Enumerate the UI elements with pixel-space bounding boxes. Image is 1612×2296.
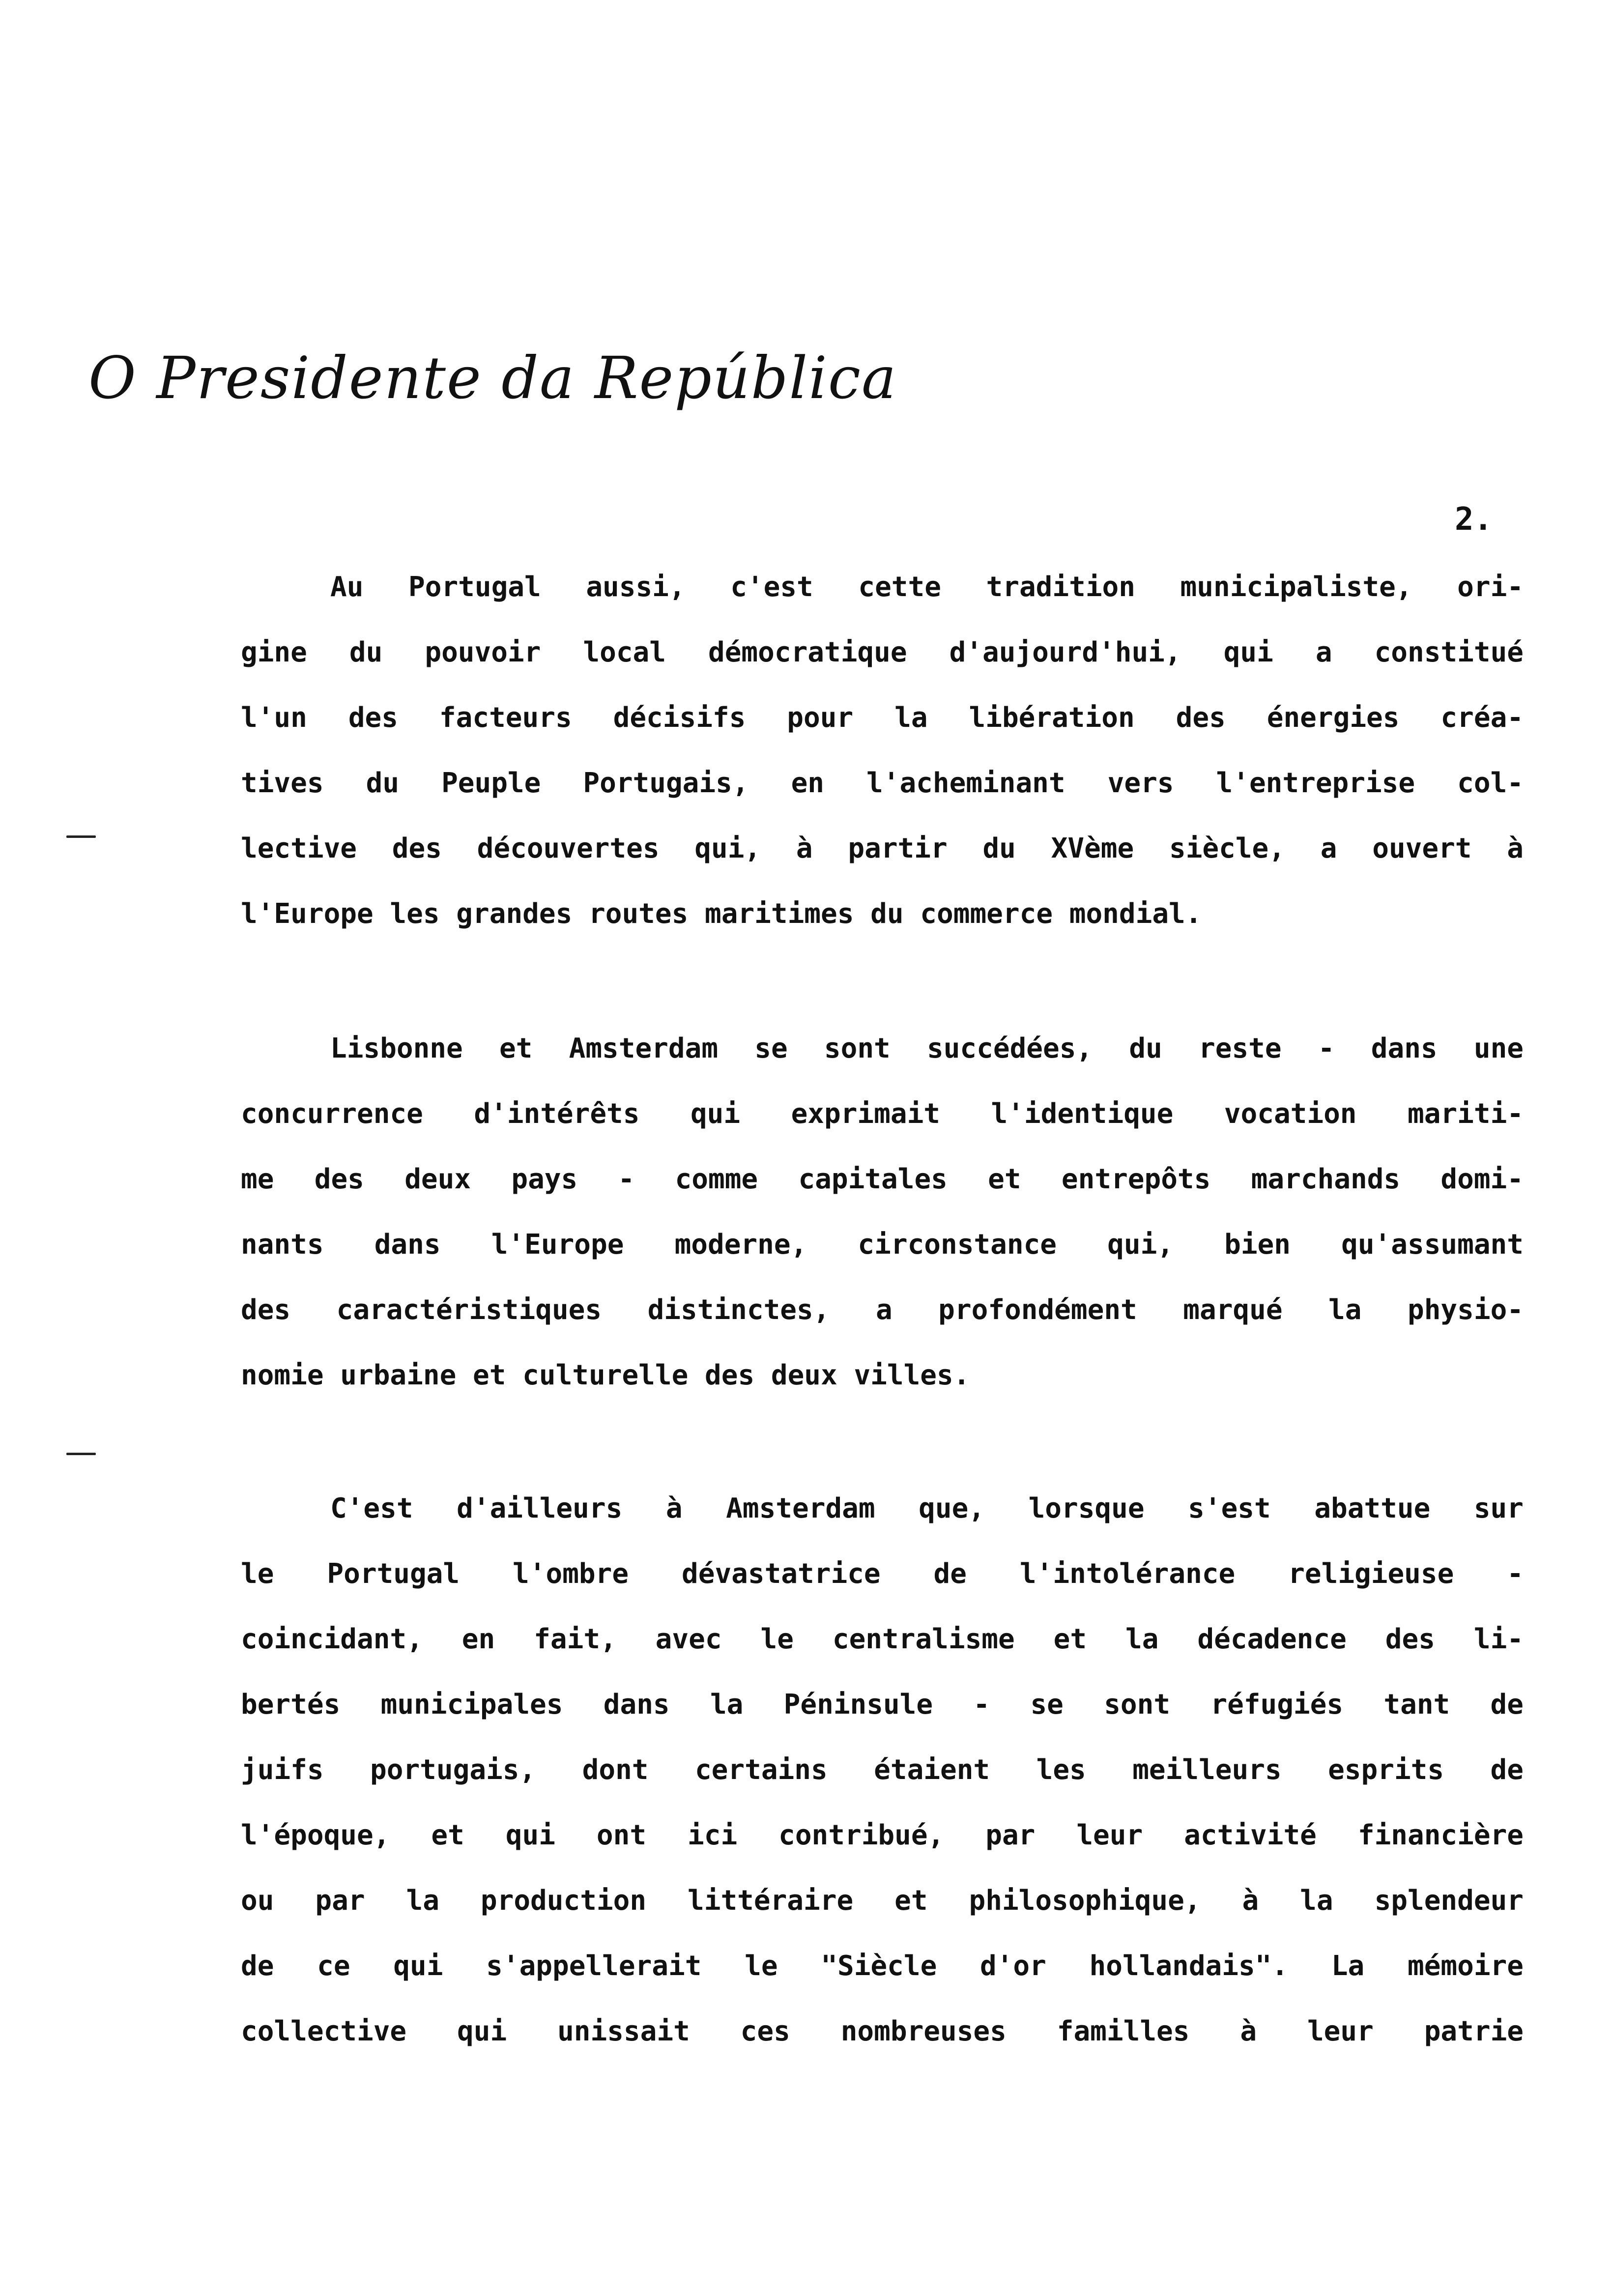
paragraph-2 [241, 1016, 1524, 1408]
letterhead-title: O Presidente da República [88, 344, 897, 412]
text-line: de ce qui s'appellerait le "Siècle d'or hollandais". La mémoire [241, 1950, 1524, 1982]
text-line: l'un des facteurs décisifs pour la libération des énergies créa- [241, 702, 1524, 734]
text-line: gine du pouvoir local démocratique d'aujourd'hui, qui a constitué [241, 636, 1524, 668]
text-line: nants dans l'Europe moderne, circonstance qui, bien qu'assumant [241, 1229, 1524, 1261]
paragraph-1 [241, 554, 1524, 947]
text-line: C'est d'ailleurs à Amsterdam que, lorsque s'est abattue sur [330, 1492, 1524, 1524]
text-line: tives du Peuple Portugais, en l'acheminant vers l'entreprise col- [241, 767, 1524, 799]
text-line: ou par la production littéraire et philosophique, à la splendeur [241, 1885, 1524, 1917]
margin-mark [66, 835, 96, 838]
page-number: 2. [1455, 501, 1493, 538]
text-line: Lisbonne et Amsterdam se sont succédées, du reste - dans une [330, 1033, 1524, 1064]
text-line: bertés municipales dans la Péninsule - se sont réfugiés tant de [241, 1689, 1524, 1721]
text-line: l'époque, et qui ont ici contribué, par leur activité financière [241, 1819, 1524, 1851]
text-line: juifs portugais, dont certains étaient les meilleurs esprits de [241, 1754, 1524, 1786]
text-line: me des deux pays - comme capitales et entrepôts marchands domi- [241, 1163, 1524, 1195]
margin-mark [66, 1453, 96, 1455]
text-line: coincidant, en fait, avec le centralisme et la décadence des li- [241, 1623, 1524, 1655]
text-line: nomie urbaine et culturelle des deux villes. [241, 1359, 970, 1391]
text-line: des caractéristiques distinctes, a profondément marqué la physio- [241, 1294, 1524, 1326]
paragraph-3 [241, 1476, 1524, 2064]
text-line: lective des découvertes qui, à partir du XVème siècle, a ouvert à [241, 832, 1524, 864]
text-line: Au Portugal aussi, c'est cette tradition municipaliste, ori- [330, 571, 1524, 603]
text-line: concurrence d'intérêts qui exprimait l'identique vocation mariti- [241, 1098, 1524, 1130]
text-line: l'Europe les grandes routes maritimes du commerce mondial. [241, 898, 1202, 930]
text-line: le Portugal l'ombre dévastatrice de l'intolérance religieuse - [241, 1558, 1524, 1590]
text-line: collective qui unissait ces nombreuses familles à leur patrie [241, 2015, 1524, 2047]
